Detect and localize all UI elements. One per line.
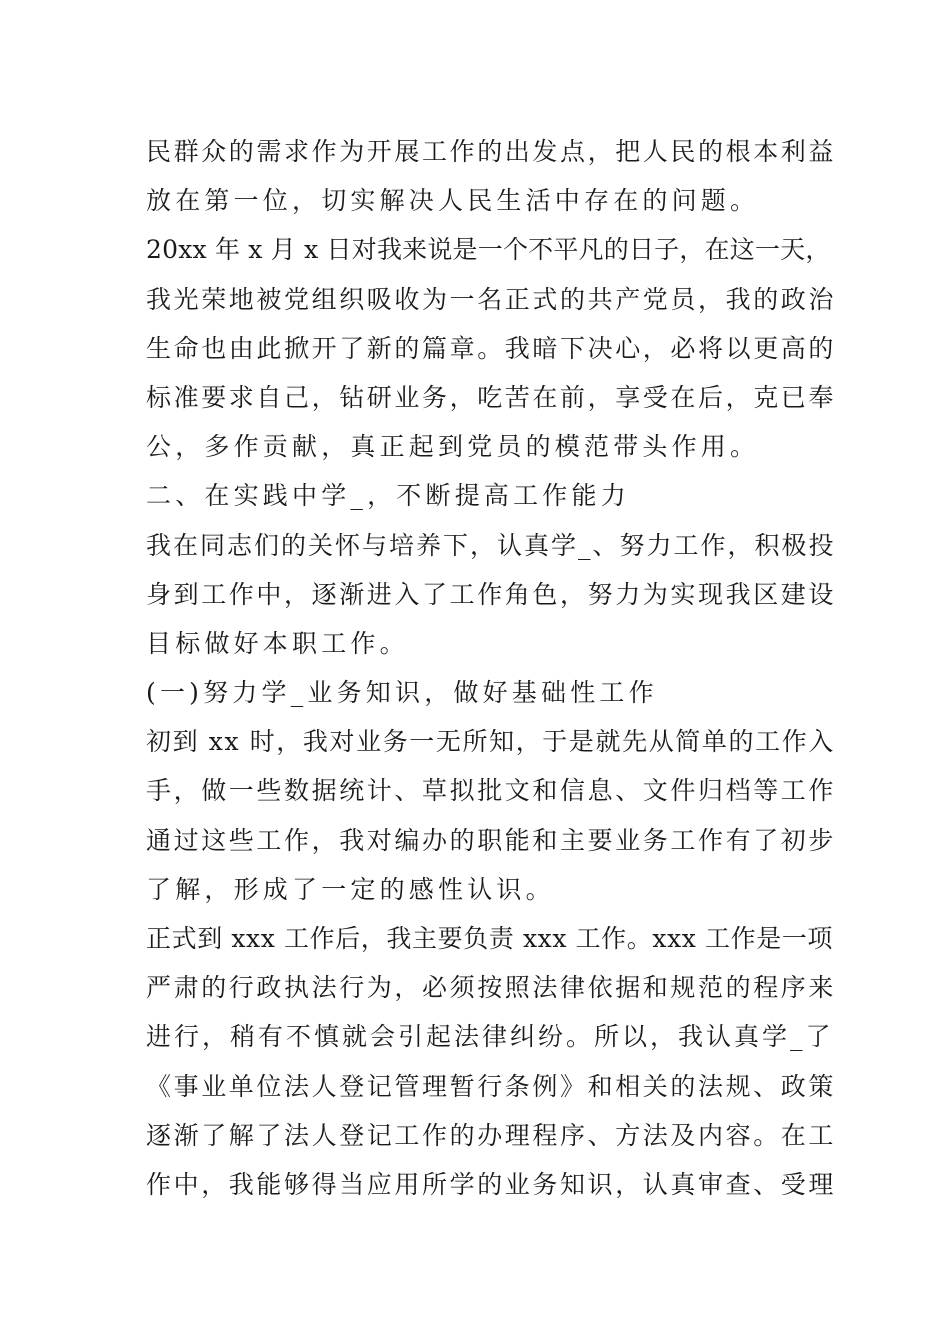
document-body (146, 127, 836, 1209)
text-line: 公，多作贡献，真正起到党员的模范带头作用。 (146, 432, 760, 462)
text-line: 标准要求自己，钻研业务，吃苦在前，享受在后，克已奉 (146, 382, 837, 412)
text-line: 身到工作中，逐渐进入了工作角色，努力为实现我区建设 (146, 579, 837, 609)
text-line: 进行，稍有不慎就会引起法律纠纷。所以，我认真学_了 (146, 1022, 834, 1052)
text-line: 逐渐了解了法人登记工作的办理程序、方法及内容。在工 (146, 1120, 837, 1150)
text-line: 20xx 年 x 月 x 日对我来说是一个不平凡的日子，在这一天， (146, 235, 831, 265)
text-line: 我光荣地被党组织吸收为一名正式的共产党员，我的政治 (146, 284, 837, 314)
subsection-heading: (一)努力学_业务知识，做好基础性工作 (146, 678, 658, 708)
text-line: 了解，形成了一定的感性认识。 (146, 874, 555, 904)
text-line: 正式到 xxx 工作后，我主要负责 xxx 工作。xxx 工作是一项 (146, 924, 834, 953)
text-line: 放在第一位，切实解决人民生活中存在的问题。 (146, 186, 760, 216)
text-line: 我在同志们的关怀与培养下，认真学_、努力工作，积极投 (146, 530, 836, 560)
text-line: 民群众的需求作为开展工作的出发点，把人民的根本利益 (146, 137, 837, 166)
text-line: 作中，我能够得当应用所学的业务知识，认真审查、受理 (146, 1169, 837, 1199)
section-heading: 二、在实践中学_，不断提高工作能力 (146, 481, 630, 511)
text-line: 目标做好本职工作。 (146, 628, 409, 658)
text-line: 通过这些工作，我对编办的职能和主要业务工作有了初步 (146, 825, 837, 855)
text-line: 《事业单位法人登记管理暂行条例》和相关的法规、政策 (146, 1071, 837, 1101)
text-line: 初到 xx 时，我对业务一无所知，于是就先从简单的工作入 (146, 727, 835, 757)
text-line: 严肃的行政执法行为，必须按照法律依据和规范的程序来 (146, 973, 837, 1003)
text-line: 手，做一些数据统计、草拟批文和信息、文件归档等工作 (146, 776, 837, 806)
text-line: 生命也由此掀开了新的篇章。我暗下决心，必将以更高的 (146, 333, 837, 363)
